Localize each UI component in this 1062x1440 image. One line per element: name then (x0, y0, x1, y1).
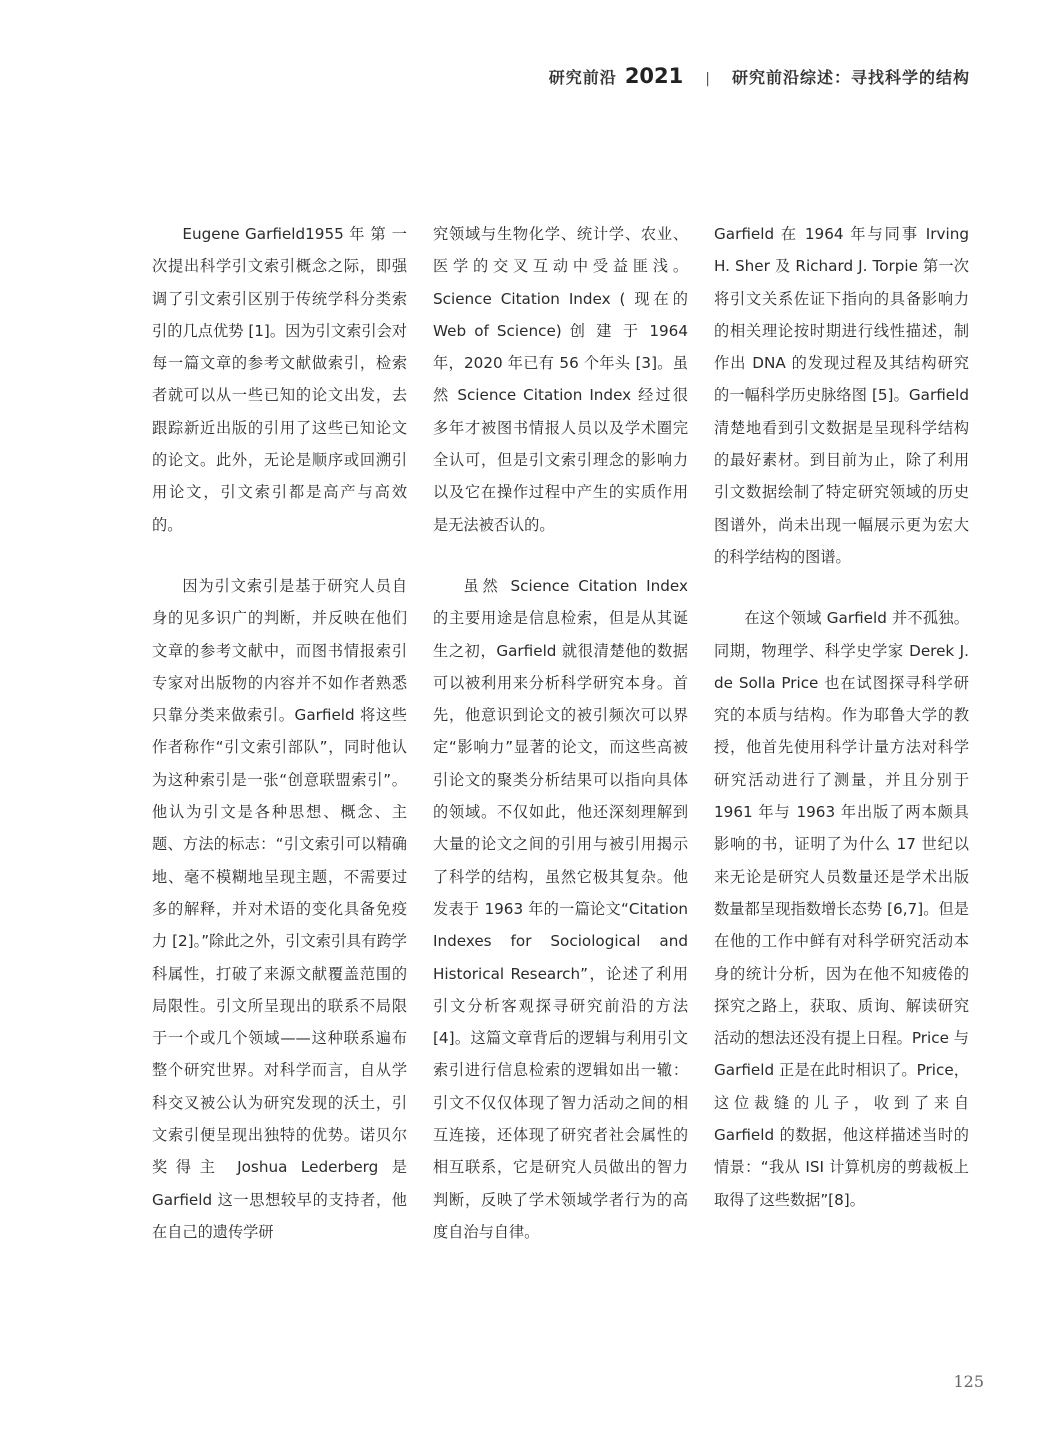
text-column-2 (433, 218, 688, 1248)
header-year: 2021 (624, 64, 684, 88)
paragraph: Eugene Garfield1955 年 第 一 次提出科学引文索引概念之际，即强调了引文索引区别于传统学科分类索引的几点优势 [1]。因为引文索引会对每一篇文章的参考文献做索引，检索者就可以从一些已知的论文出发，去跟踪新近出版的引用了这些已知论文的论文。此外，无论是顺序或回溯引用论文，引文索引都是高产与高效的。 (152, 225, 407, 534)
running-header (549, 64, 970, 88)
page-number: 125 (953, 1372, 984, 1391)
paragraph: 因为引文索引是基于研究人员自身的见多识广的判断，并反映在他们文章的参考文献中，而图书情报索引专家对出版物的内容并不如作者熟悉只靠分类来做索引。Garfield 将这些作者称作“引文索引部队”，同时他认为这种索引是一张“创意联盟索引”。他认为引文是各种思想、概念、主题、方法的标志：“引文索引可以精确地、毫不模糊地呈现主题，不需要过多的解释，并对术语的变化具备免疫力 [2]。”除此之外，引文索引具有跨学科属性，打破了来源文献覆盖范围的局限性。引文所呈现出的联系不局限于一个或几个领域——这种联系遍布整个研究世界。对科学而言，自从学科交叉被公认为研究发现的沃土，引文索引便呈现出独特的优势。诺贝尔奖得主 Joshua Lederberg 是 Garfield 这一思想较早的支持者，他在自己的遗传学研 (152, 576, 407, 1241)
text-column-3 (714, 218, 969, 1216)
header-section-label: 研究前沿 (548, 68, 617, 87)
header-separator: | (705, 71, 710, 87)
text-column-1 (152, 218, 407, 1248)
header-chapter-title: 研究前沿综述：寻找科学的结构 (731, 68, 970, 87)
paragraph: Garfield 在 1964 年与同事 Irving H. Sher 及 Richard J. Torpie 第一次将引文关系佐证下指向的具备影响力的相关理论按时期进行线性描述，制作出 DNA 的发现过程及其结构研究的一幅科学历史脉络图 [5]。Garfield 清楚地看到引文数据是呈现科学结构的最好素材。到目前为止，除了利用引文数据绘制了特定研究领域的历史图谱外，尚未出现一幅展示更为宏大的科学结构的图谱。 (714, 225, 969, 566)
paragraph: 在这个领域 Garfield 并不孤独。同期，物理学、科学史学家 Derek J. de Solla Price 也在试图探寻科学研究的本质与结构。作为耶鲁大学的教授，他首先使用科学计量方法对科学研究活动进行了测量，并且分别于 1961 年与 1963 年出版了两本颇具影响的书，证明了为什么 17 世纪以来无论是研究人员数量还是学术出版数量都呈现指数增长态势 [6,7]。但是在他的工作中鲜有对科学研究活动本身的统计分析，因为在他不知疲倦的探究之路上，获取、质询、解读研究活动的想法还没有提上日程。Price 与 Garfield 正是在此时相识了。Price，这位裁缝的儿子，收到了来自 Garfield 的数据，他这样描述当时的情景：“我从 ISI 计算机房的剪裁板上取得了这些数据”[8]。 (714, 609, 969, 1209)
paragraph: 虽然 Science Citation Index 的主要用途是信息检索，但是从其诞生之初，Garfield 就很清楚他的数据可以被利用来分析科学研究本身。首先，他意识到论文的被引频次可以界定“影响力”显著的论文，而这些高被引论文的聚类分析结果可以指向具体的领域。不仅如此，他还深刻理解到大量的论文之间的引用与被引用揭示了科学的结构，虽然它极其复杂。他发表于 1963 年的一篇论文“Citation Indexes for Sociological and Historical Research”，论述了利用引文分析客观探寻研究前沿的方法 [4]。这篇文章背后的逻辑与利用引文索引进行信息检索的逻辑如出一辙：引文不仅仅体现了智力活动之间的相互连接，还体现了研究者社会属性的相互联系，它是研究人员做出的智力判断，反映了学术领域学者行为的高度自治与自律。 (433, 576, 688, 1241)
paragraph-continued: 究领域与生物化学、统计学、农业、医学的交叉互动中受益匪浅。Science Citation Index ( 现在的 Web of Science) 创 建 于 1964 年，2020 年已有 56 个年头 [3]。虽然 Science Citation Index 经过很多年才被图书情报人员以及学术圈完全认可，但是引文索引理念的影响力以及它在操作过程中产生的实质作用是无法被否认的。 (433, 225, 688, 534)
